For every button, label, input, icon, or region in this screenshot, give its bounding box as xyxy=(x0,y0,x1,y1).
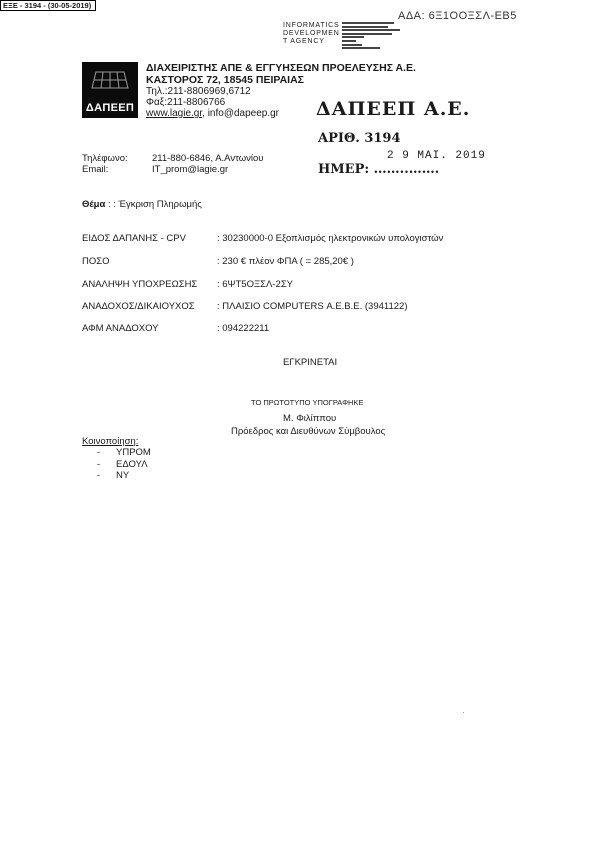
website-link[interactable]: www.lagie.gr xyxy=(146,108,203,119)
doc-number: ΑΡΙΘ. 3194 xyxy=(318,131,401,146)
subject-label: Θέμα xyxy=(82,199,106,210)
list-item xyxy=(97,470,151,482)
cc-item: ΥΠΡΟΜ xyxy=(116,447,151,458)
phone-label: Τηλέφωνο: xyxy=(82,153,128,164)
original-signed-note: ΤΟ ΠΡΩΤΟΤΥΠΟ ΥΠΟΓΡΑΦΗΚΕ xyxy=(251,398,364,407)
date-stamp: 2 9 ΜΑΙ. 2019 xyxy=(387,150,486,162)
ada-number: ΑΔΑ: 6Ξ1ΟΟΞΣΛ-ΕΒ5 xyxy=(398,10,517,22)
field-label: ΑΝΑΛΗΨΗ ΥΠΟΧΡΕΩΣΗΣ xyxy=(82,279,198,290)
ida-line: INFORMATICS xyxy=(283,22,340,29)
field-value: : 230 € πλέον ΦΠΑ ( = 285,20€ ) xyxy=(217,256,354,267)
scan-speck xyxy=(463,712,464,713)
org-web xyxy=(146,108,279,119)
list-item xyxy=(97,447,151,459)
cc-item: ΕΔΟΥΛ xyxy=(116,458,148,470)
subject-line xyxy=(82,199,202,210)
logo-text: ΔΑΠΕΕΠ xyxy=(85,102,135,114)
org-name: ΔΙΑΧΕΙΡΙΣΤΗΣ ΑΠΕ & ΕΓΓΥΗΣΕΩΝ ΠΡΟΕΛΕΥΣΗΣ Α.Ε. xyxy=(146,62,416,74)
subject-text: : : Έγκριση Πληρωμής xyxy=(107,199,202,210)
solar-panel-icon xyxy=(90,68,130,94)
date-label: ΗΜΕΡ: ……..……. xyxy=(318,162,440,177)
email-label: Email: xyxy=(82,164,109,175)
signer-name: Μ. Φιλίππου xyxy=(283,413,337,424)
org-email: , info@dapeep.gr xyxy=(202,108,280,119)
protocol-stamp: ΕΞΕ - 3194 - (30-05-2019) xyxy=(0,0,96,11)
cc-item: ΝΥ xyxy=(116,470,130,481)
field-value: : 6ΨΤ5ΟΞΣΛ-2ΣΥ xyxy=(217,279,294,290)
list-dash: - xyxy=(97,458,101,470)
list-item xyxy=(97,459,151,471)
ida-fine-print xyxy=(342,22,400,51)
phone-value: 211-880-6846, Α.Αντωνίου xyxy=(152,153,264,164)
field-value: : ΠΛΑΙΣΙΟ COMPUTERS Α.Ε.Β.Ε. (3941122) xyxy=(217,301,408,312)
field-label: ΠΟΣΟ xyxy=(82,256,110,267)
org-fax: Φαξ:211-8806766 xyxy=(146,97,226,108)
org-phone: Τηλ.:211-8806969,6712 xyxy=(146,86,251,97)
field-value: : 30230000-0 Εξοπλισμός ηλεκτρονικών υπολογιστών xyxy=(217,233,444,244)
brand-title: ΔΑΠΕΕΠ Α.Ε. xyxy=(316,98,471,120)
list-dash: - xyxy=(97,470,101,481)
ida-line: T AGENCY xyxy=(283,38,325,45)
cc-list xyxy=(97,447,151,482)
field-value: : 094222211 xyxy=(217,323,270,334)
field-label: ΕΙΔΟΣ ΔΑΠΑΝΗΣ - CPV xyxy=(82,233,186,244)
email-value: IT_prom@lagie.gr xyxy=(152,164,229,175)
cc-title: Κοινοποίηση: xyxy=(82,436,139,447)
ida-line: DEVELOPMEN xyxy=(283,30,340,37)
signer-role: Πρόεδρος και Διευθύνων Σύμβουλος xyxy=(231,426,386,437)
org-address: ΚΑΣΤΟΡΟΣ 72, 18545 ΠΕΙΡΑΙΑΣ xyxy=(146,74,304,86)
field-label: ΑΝΑΔΟΧΟΣ/ΔΙΚΑΙΟΥΧΟΣ xyxy=(82,301,195,312)
field-label: ΑΦΜ ΑΝΑΔΟΧΟΥ xyxy=(82,323,159,334)
dapeep-logo xyxy=(82,62,138,118)
ida-logo xyxy=(283,22,340,46)
approval-text: ΕΓΚΡΙΝΕΤΑΙ xyxy=(283,357,338,368)
list-dash: - xyxy=(97,447,101,458)
